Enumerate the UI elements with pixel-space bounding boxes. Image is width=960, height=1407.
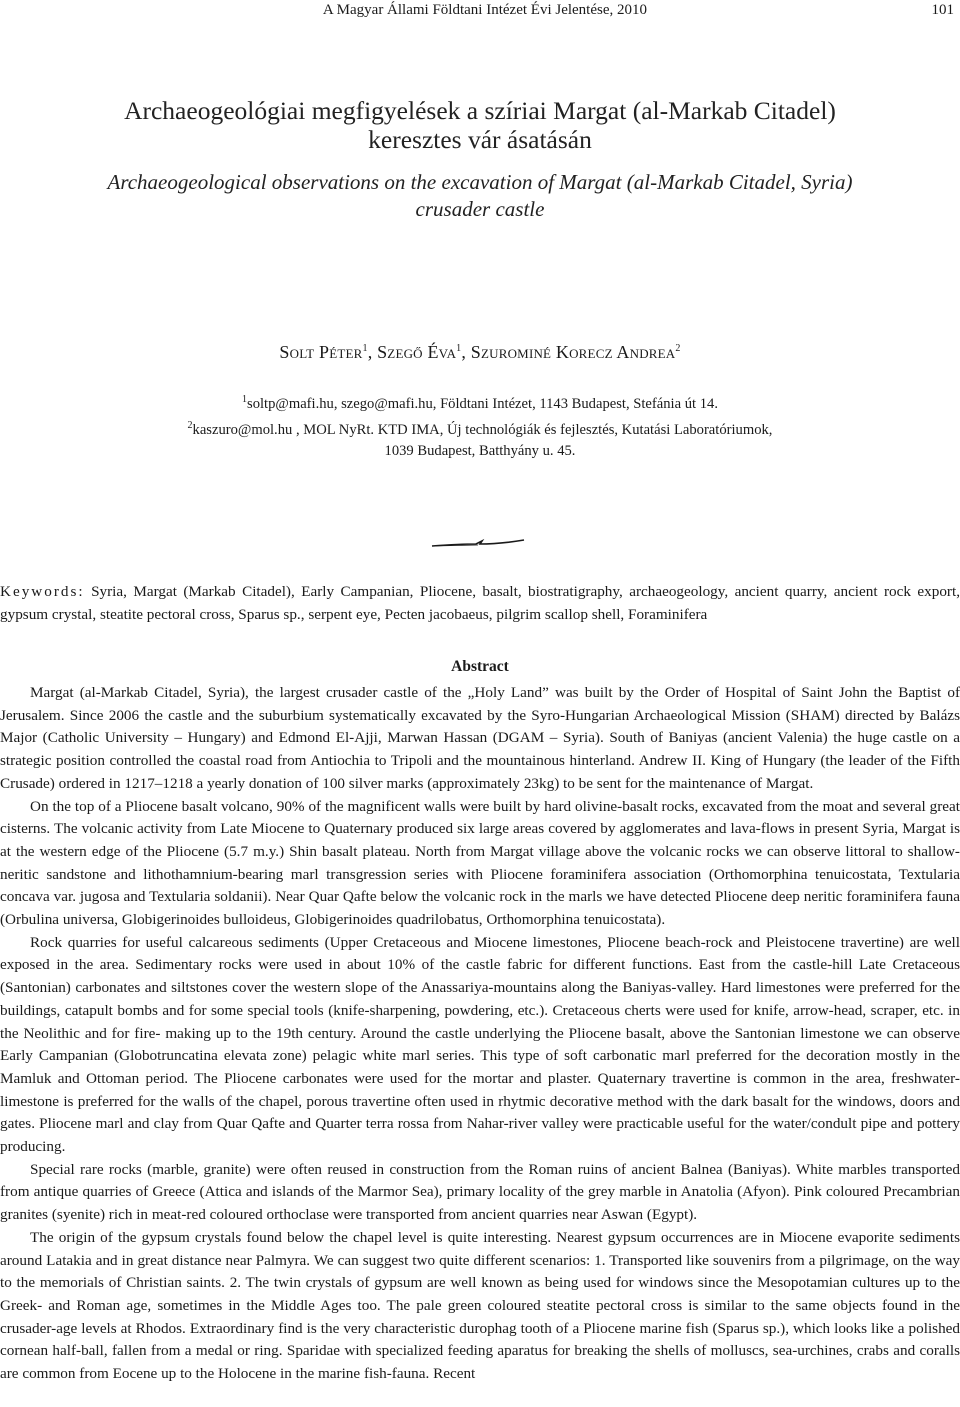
title-hu-line2: keresztes vár ásatásán	[368, 125, 592, 154]
title-en-line2: crusader castle	[415, 197, 545, 221]
abstract-paragraph-4: Special rare rocks (marble, granite) were often reused in construction from the Roman ruins of ancient Balnea (Baniyas). White marbles transported from antique quarries of Greece (Attica and islands of the Marmor Sea), primary locality of the grey marble in Anatolia (Afyon). Pink coloured Precambrian granites (syenite) rich in meat-red coloured orthoclase were transported from ancient quarries near Aswan (Egypt).	[0, 1160, 960, 1224]
keywords-text: Syria, Margat (Markab Citadel), Early Campanian, Pliocene, basalt, biostratigraphy, archaeogeology, ancient quarry, ancient rock export, gypsum crystal, steatite pectoral cross, Sparus sp., serpent eye, Pecten jacobaeus, pilgrim scallop shell, Foraminifera	[0, 583, 960, 623]
author-3-affil: 2	[675, 343, 681, 354]
affiliation-2-marker: 2	[187, 419, 193, 431]
author-separator: ,	[367, 342, 378, 362]
journal-title: A Magyar Állami Földtani Intézet Évi Jelentése, 2010	[322, 2, 647, 18]
author-2: Szegő Éva	[377, 342, 457, 362]
abstract-paragraph-2: On the top of a Pliocene basalt volcano, 90% of the magnificent walls were built by hard olivine-basalt rocks, excavated from the moat and several great cisterns. The volcanic activity from Late Miocene to Quaternary produced six large areas covered by agglomerates and lava-flows in present Syria, Margat is at the western edge of the Pliocene (5.7 m.y.) Shin basalt plateau. North from Margat village above the volcanic rocks we can observe littoral to shallow-neritic sandstone and lithothamnium-bearing marl transgression series with Pliocene foraminifera association (Orthomorphina tenuicostata, Textularia concava var. jugosa and Textularia soldanii). Near Quar Qafte below the volcanic rock in the marls we have detected Pliocene deep neritic foraminifera fauna (Orbulina universa, Globigerinoides bulloideus, Globigerinoides quadrilobatus, Orthomorphina tenuicostata).	[0, 797, 960, 929]
affiliation-1-text: soltp@mafi.hu, szego@mafi.hu, Földtani Intézet, 1143 Budapest, Stefánia út 14.	[247, 395, 718, 412]
author-list	[0, 342, 960, 363]
abstract-heading: Abstract	[451, 658, 509, 675]
title-en-line1: Archaeogeological observations on the excavation of Margat (al-Markab Citadel, Syria)	[107, 170, 853, 194]
running-header	[0, 2, 960, 24]
affiliation-2	[0, 415, 960, 441]
ornament-divider-icon	[430, 536, 528, 550]
affiliation-2-address: 1039 Budapest, Batthyány u. 45.	[384, 442, 576, 459]
keywords	[0, 580, 960, 626]
title-english	[0, 169, 960, 223]
abstract-paragraph-5: The origin of the gypsum crystals found below the chapel level is quite interesting. Nearest gypsum occurrences are in Miocene evaporite sediments around Latakia and in great distance near Palmyra. We can suggest two quite different scenarios: 1. Transported like souvenirs from a pilgrimage, on the way to the memorials of Christian saints. 2. The twin crystals of gypsum are well known as being used for windows since the Mesopotamian cultures up to the Greek- and Roman age, sometimes in the Middle Ages too. The pale green coloured steatite pectoral cross is similar to the same objects found in the crusader-age levels at Rhodos. Extraordinary find is the very characteristic durophag tooth of a Pliocene marine fish (Sparus sp.), which looks like a polished cornean half-ball, fallen from a medal or ring. Sparidae with specialized feeding aparatus for breaking the shells of molluscs, sea-urchines, crabs and coralls are common from Eocene up to the Holocene in the marine fish-fauna. Recent	[0, 1228, 960, 1383]
keywords-label: Keywords:	[0, 583, 85, 600]
affiliation-1-marker: 1	[242, 394, 248, 405]
author-2-affil: 1	[456, 343, 462, 354]
author-1: Solt Péter	[279, 342, 363, 362]
author-3: Szurominé Korecz Andrea	[470, 342, 676, 362]
author-1-affil: 1	[362, 343, 368, 354]
affiliations	[0, 389, 960, 462]
author-separator: ,	[461, 342, 471, 362]
title-hungarian	[0, 96, 960, 154]
title-hu-line1: Archaeogeológiai megfigyelések a szíriai Margat (al-Markab Citadel)	[124, 96, 836, 125]
page-number: 101	[931, 2, 954, 18]
affiliation-1	[0, 389, 960, 415]
abstract-body	[0, 682, 960, 1386]
abstract-paragraph-1: Margat (al-Markab Citadel, Syria), the largest crusader castle of the „Holy Land” was built by the Order of Hospital of Saint John the Baptist of Jerusalem. Since 2006 the castle and the suburbium systematically excavated by the Syro-Hungarian Archaeological Mission (SHAM) directed by Balázs Major (Catholic University – Hungary) and Edmond El-Ajji, Marwan Hassan (DGAM – Syria). South of Baniyas (ancient Valenia) the huge castle on a strategic position controlled the coastal road from Antiochia to Tripoli and the mountainous hinterland. Andrew II. King of Hungary (the leader of the Fifth Crusade) ordered in 1217–1218 a yearly donation of 100 silver marks (approximately 23kg) to be sent for the maintenance of Margat.	[0, 684, 960, 792]
affiliation-2-text: kaszuro@mol.hu , MOL NyRt. KTD IMA, Új technológiák és fejlesztés, Kutatási Laboratóriumok,	[192, 421, 773, 438]
abstract-paragraph-3: Rock quarries for useful calcareous sediments (Upper Cretaceous and Miocene limestones, Pliocene beach-rock and Pleistocene travertine) are well exposed in the area. Sedimentary rocks were used in about 10% of the castle fabric for different functions. East from the castle-hill Late Cretaceous (Santonian) carbonates and siltstones cover the western slope of the Anassariya-mountains along the Baniyas-valley. Hard limestones were preferred for the buildings, catapult bombs and for some special tools (knife-sharpening, powdering, etc.). Cretaceous cherts were used for knife, arrow-head, scraper, etc. in the Neolithic and for fire- making up to the 19th century. Around the castle underlying the Pliocene basalt, above the Santonian limestone we can observe Early Campanian (Globotruncatina elevata zone) pelagic white marl series. This type of soft carbonatic marl preferred for the decoration mostly in the Mamluk and Ottoman period. The Pliocene carbonates were used for the mortar and plaster. Quaternary travertine is common in the area, freshwater-limestone is preferred for the walls of the chapel, porous travertine often used in rhytmic decorative method with the dark basalt for the windows, doors and gates. Pliocene marl and clay from Quar Qafte and Quarter terra rossa from Nahar-river valley were practicable useful for the water/condult pipe and pottery producing.	[0, 933, 960, 1156]
